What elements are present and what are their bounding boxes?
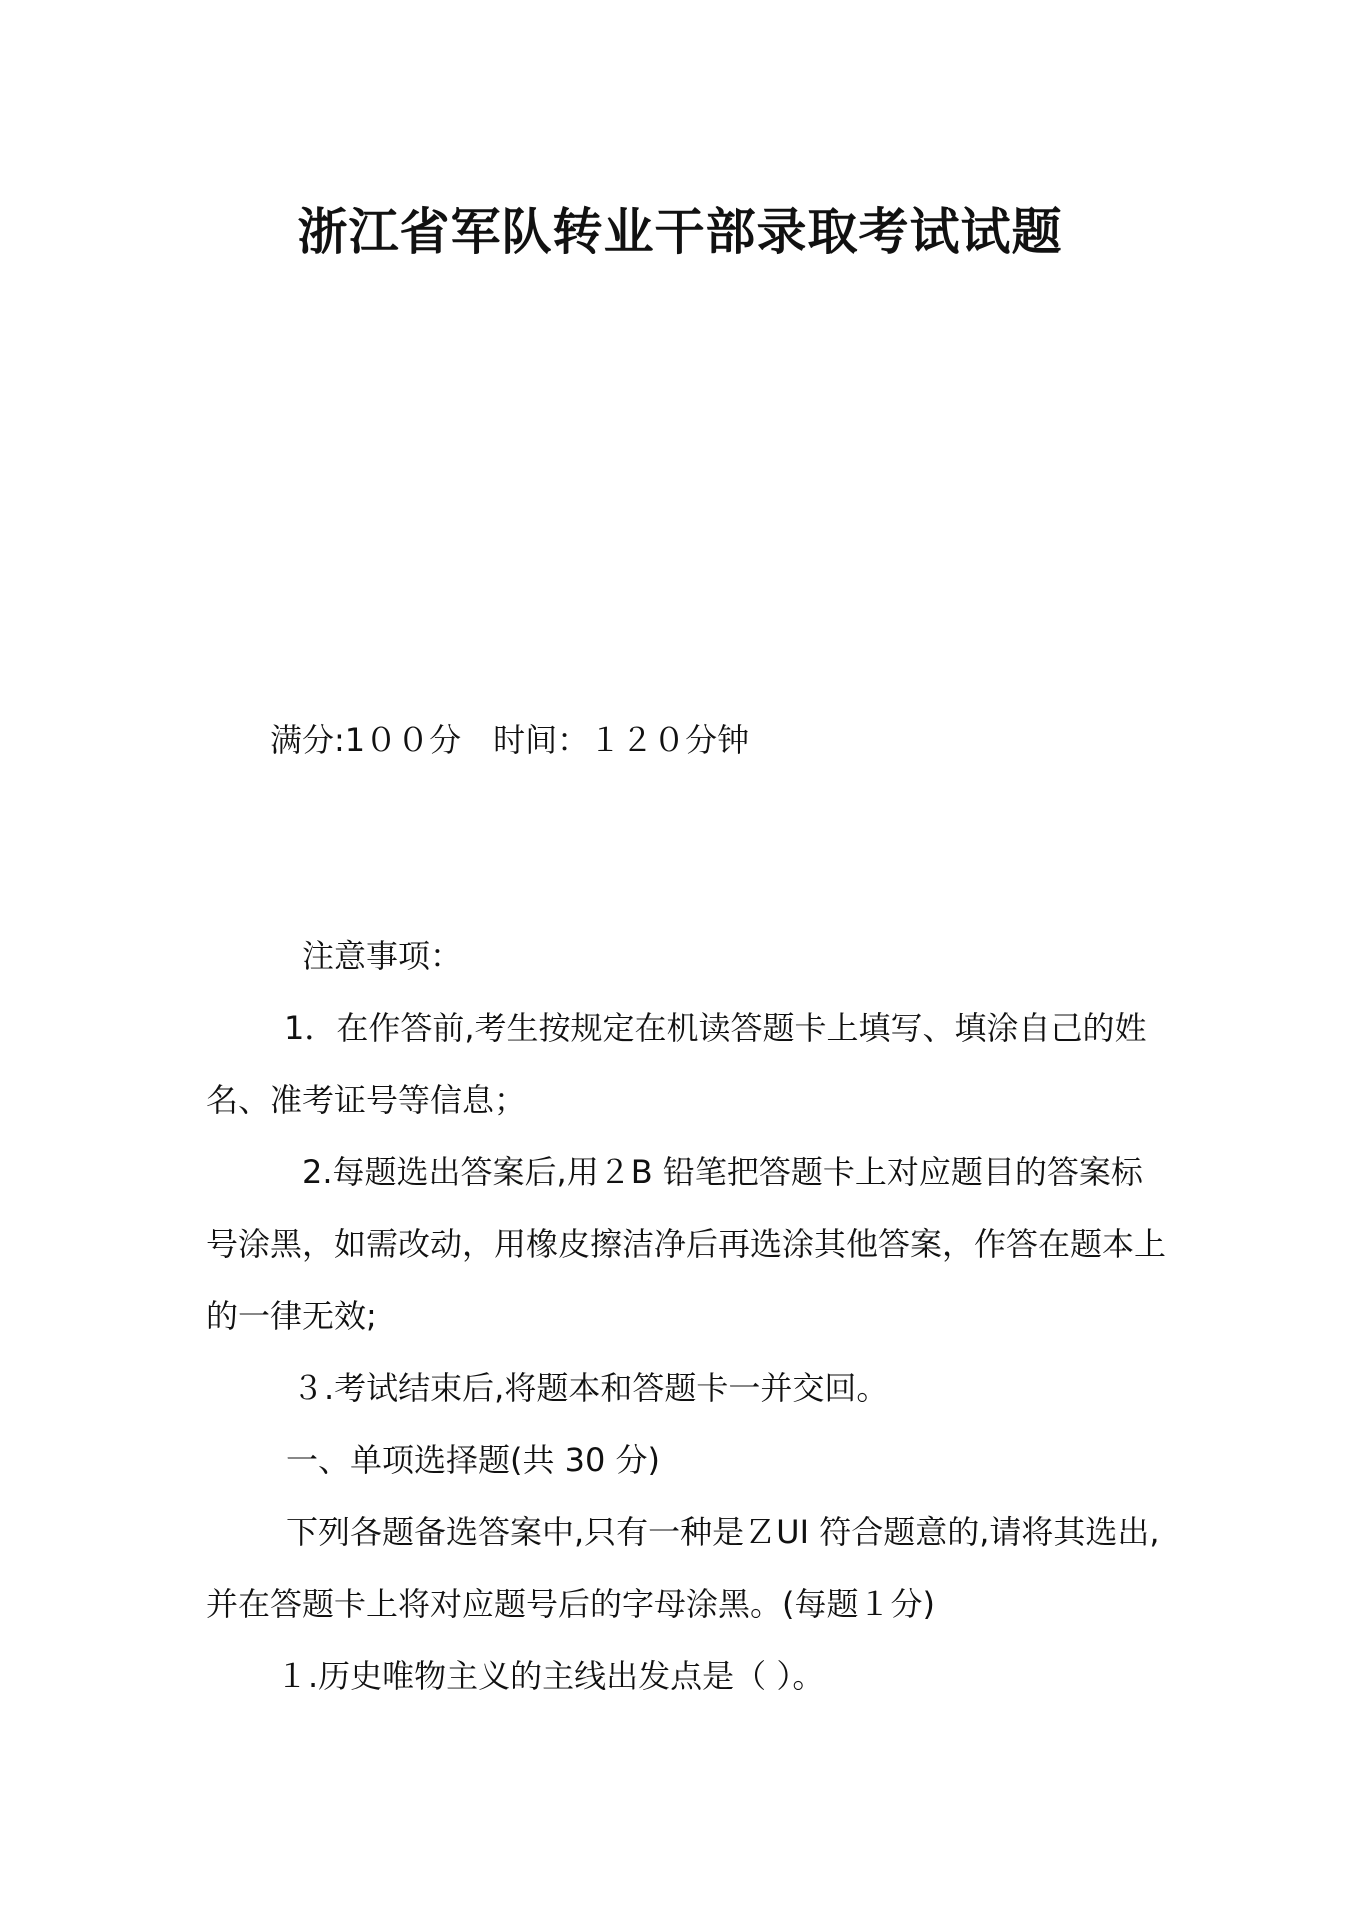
notice-item-2-line-2: 号涂黑，如需改动，用橡皮擦洁净后再选涂其他答案，作答在题本上 — [206, 1225, 1167, 1263]
score-time-line: 满分:1００分 时间：１２０分钟 — [270, 721, 750, 759]
notice-heading: 注意事项： — [302, 937, 463, 975]
section-1-heading: 一、单项选择题(共 30 分) — [286, 1441, 661, 1479]
document-title: 浙江省军队转业干部录取考试试题 — [297, 203, 1063, 261]
notice-item-1-line-2: 名、准考证号等信息； — [206, 1081, 527, 1119]
section-1-instructions-line-2: 并在答题卡上将对应题号后的字母涂黑。(每题１分) — [206, 1585, 935, 1623]
notice-item-2-line-1: 2.每题选出答案后,用２B 铅笔把答题卡上对应题目的答案标 — [302, 1153, 1143, 1191]
notice-item-2-line-3: 的一律无效; — [206, 1297, 377, 1335]
notice-item-1-line-1: 1．在作答前,考生按规定在机读答题卡上填写、填涂自己的姓 — [284, 1009, 1147, 1047]
notice-item-3: ３.考试结束后,将题本和答题卡一并交回。 — [292, 1369, 889, 1407]
section-1-instructions-line-1: 下列各题备选答案中,只有一种是ＺUI 符合题意的,请将其选出, — [286, 1513, 1160, 1551]
question-1: １.历史唯物主义的主线出发点是（ ）。 — [276, 1657, 825, 1695]
